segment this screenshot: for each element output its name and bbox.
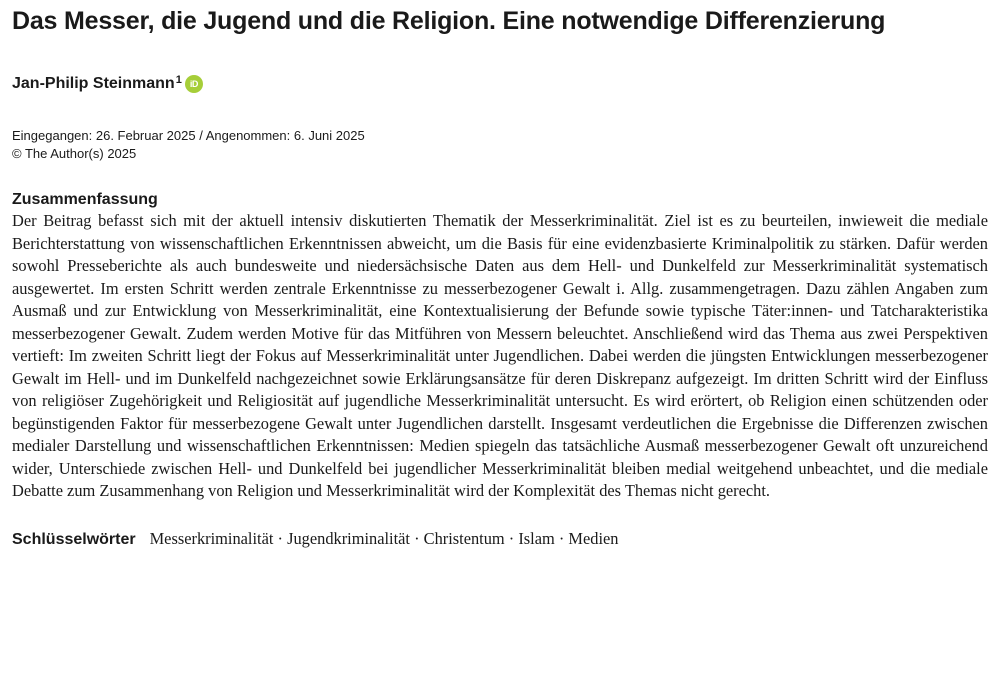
article-title: Das Messer, die Jugend und die Religion. Eine notwendige Differenzierung xyxy=(12,7,886,35)
keywords-label: Schlüsselwörter xyxy=(12,530,136,548)
received-accepted-dates: Eingegangen: 26. Februar 2025 / Angenommen: 6. Juni 2025 xyxy=(12,128,365,143)
affiliation-mark[interactable]: 1 xyxy=(175,74,182,86)
keywords-list: Messerkriminalität · Jugendkriminalität · Christentum · Islam · Medien xyxy=(149,528,619,548)
orcid-icon[interactable]: iD xyxy=(185,75,203,93)
author-name[interactable]: Jan-Philip Steinmann xyxy=(12,75,175,92)
publication-dates xyxy=(12,127,988,163)
article-page xyxy=(12,0,988,551)
author-line xyxy=(12,74,988,94)
abstract-text: Der Beitrag befasst sich mit der aktuell intensiv diskutierten Thematik der Messerkriminalität. Ziel ist es zu beurteilen, inwieweit die mediale Berichterstattung von wissenschaftlichen Erkenntnissen abweicht, um die Basis für eine evidenzbasierte Kriminalpolitik zu stärken. Dafür werden sowohl Presseberichte als auch bundesweite und niedersächsische Daten aus dem Hell- und Dunkelfeld zur Messerkriminalität systematisch ausgewertet. Im ersten Schritt werden zentrale Erkenntnisse zu messerbezogener Gewalt i. Allg. zusammengetragen. Dazu zählen Angaben zum Ausmaß und zur Entwicklung von Messerkriminalität, eine Kontextualisierung der Befunde sowie typische Täter:innen- und Tatcharakteristika messerbezogener Gewalt. Zudem werden Motive für das Mitführen von Messern beleuchtet. Anschließend wird das Thema aus zwei Perspektiven vertieft: Im zweiten Schritt liegt der Fokus auf Messerkriminalität unter Jugendlichen. Dabei werden die jüngsten Entwicklungen messerbezogener Gewalt im Hell- und im Dunkelfeld nachgezeichnet sowie Erklärungsansätze für deren Diskrepanz aufgezeigt. Im dritten Schritt wird der Einfluss von religiöser Zugehörigkeit und Religiosität auf jugendliche Messerkriminalität untersucht. Es wird erörtert, ob Religion einen schützenden oder begünstigenden Faktor für messerbezogene Gewalt unter Jugendlichen darstellt. Insgesamt verdeutlichen die Ergebnisse die Differenzen zwischen medialer Darstellung und wissenschaftlichen Erkenntnissen: Medien spiegeln das tatsächliche Ausmaß messerbezogener Gewalt oft unzureichend wider, Unterschiede zwischen Hell- und Dunkelfeld bei jugendlicher Messerkriminalität bleiben medial weitgehend unbeachtet, und die mediale Debatte zum Zusammenhang von Religion und Messerkriminalität wird der Komplexität des Themas nicht gerecht. xyxy=(12,211,988,500)
copyright-notice: © The Author(s) 2025 xyxy=(12,146,137,161)
abstract-heading: Zusammenfassung xyxy=(12,191,158,208)
keywords-line xyxy=(12,528,988,551)
